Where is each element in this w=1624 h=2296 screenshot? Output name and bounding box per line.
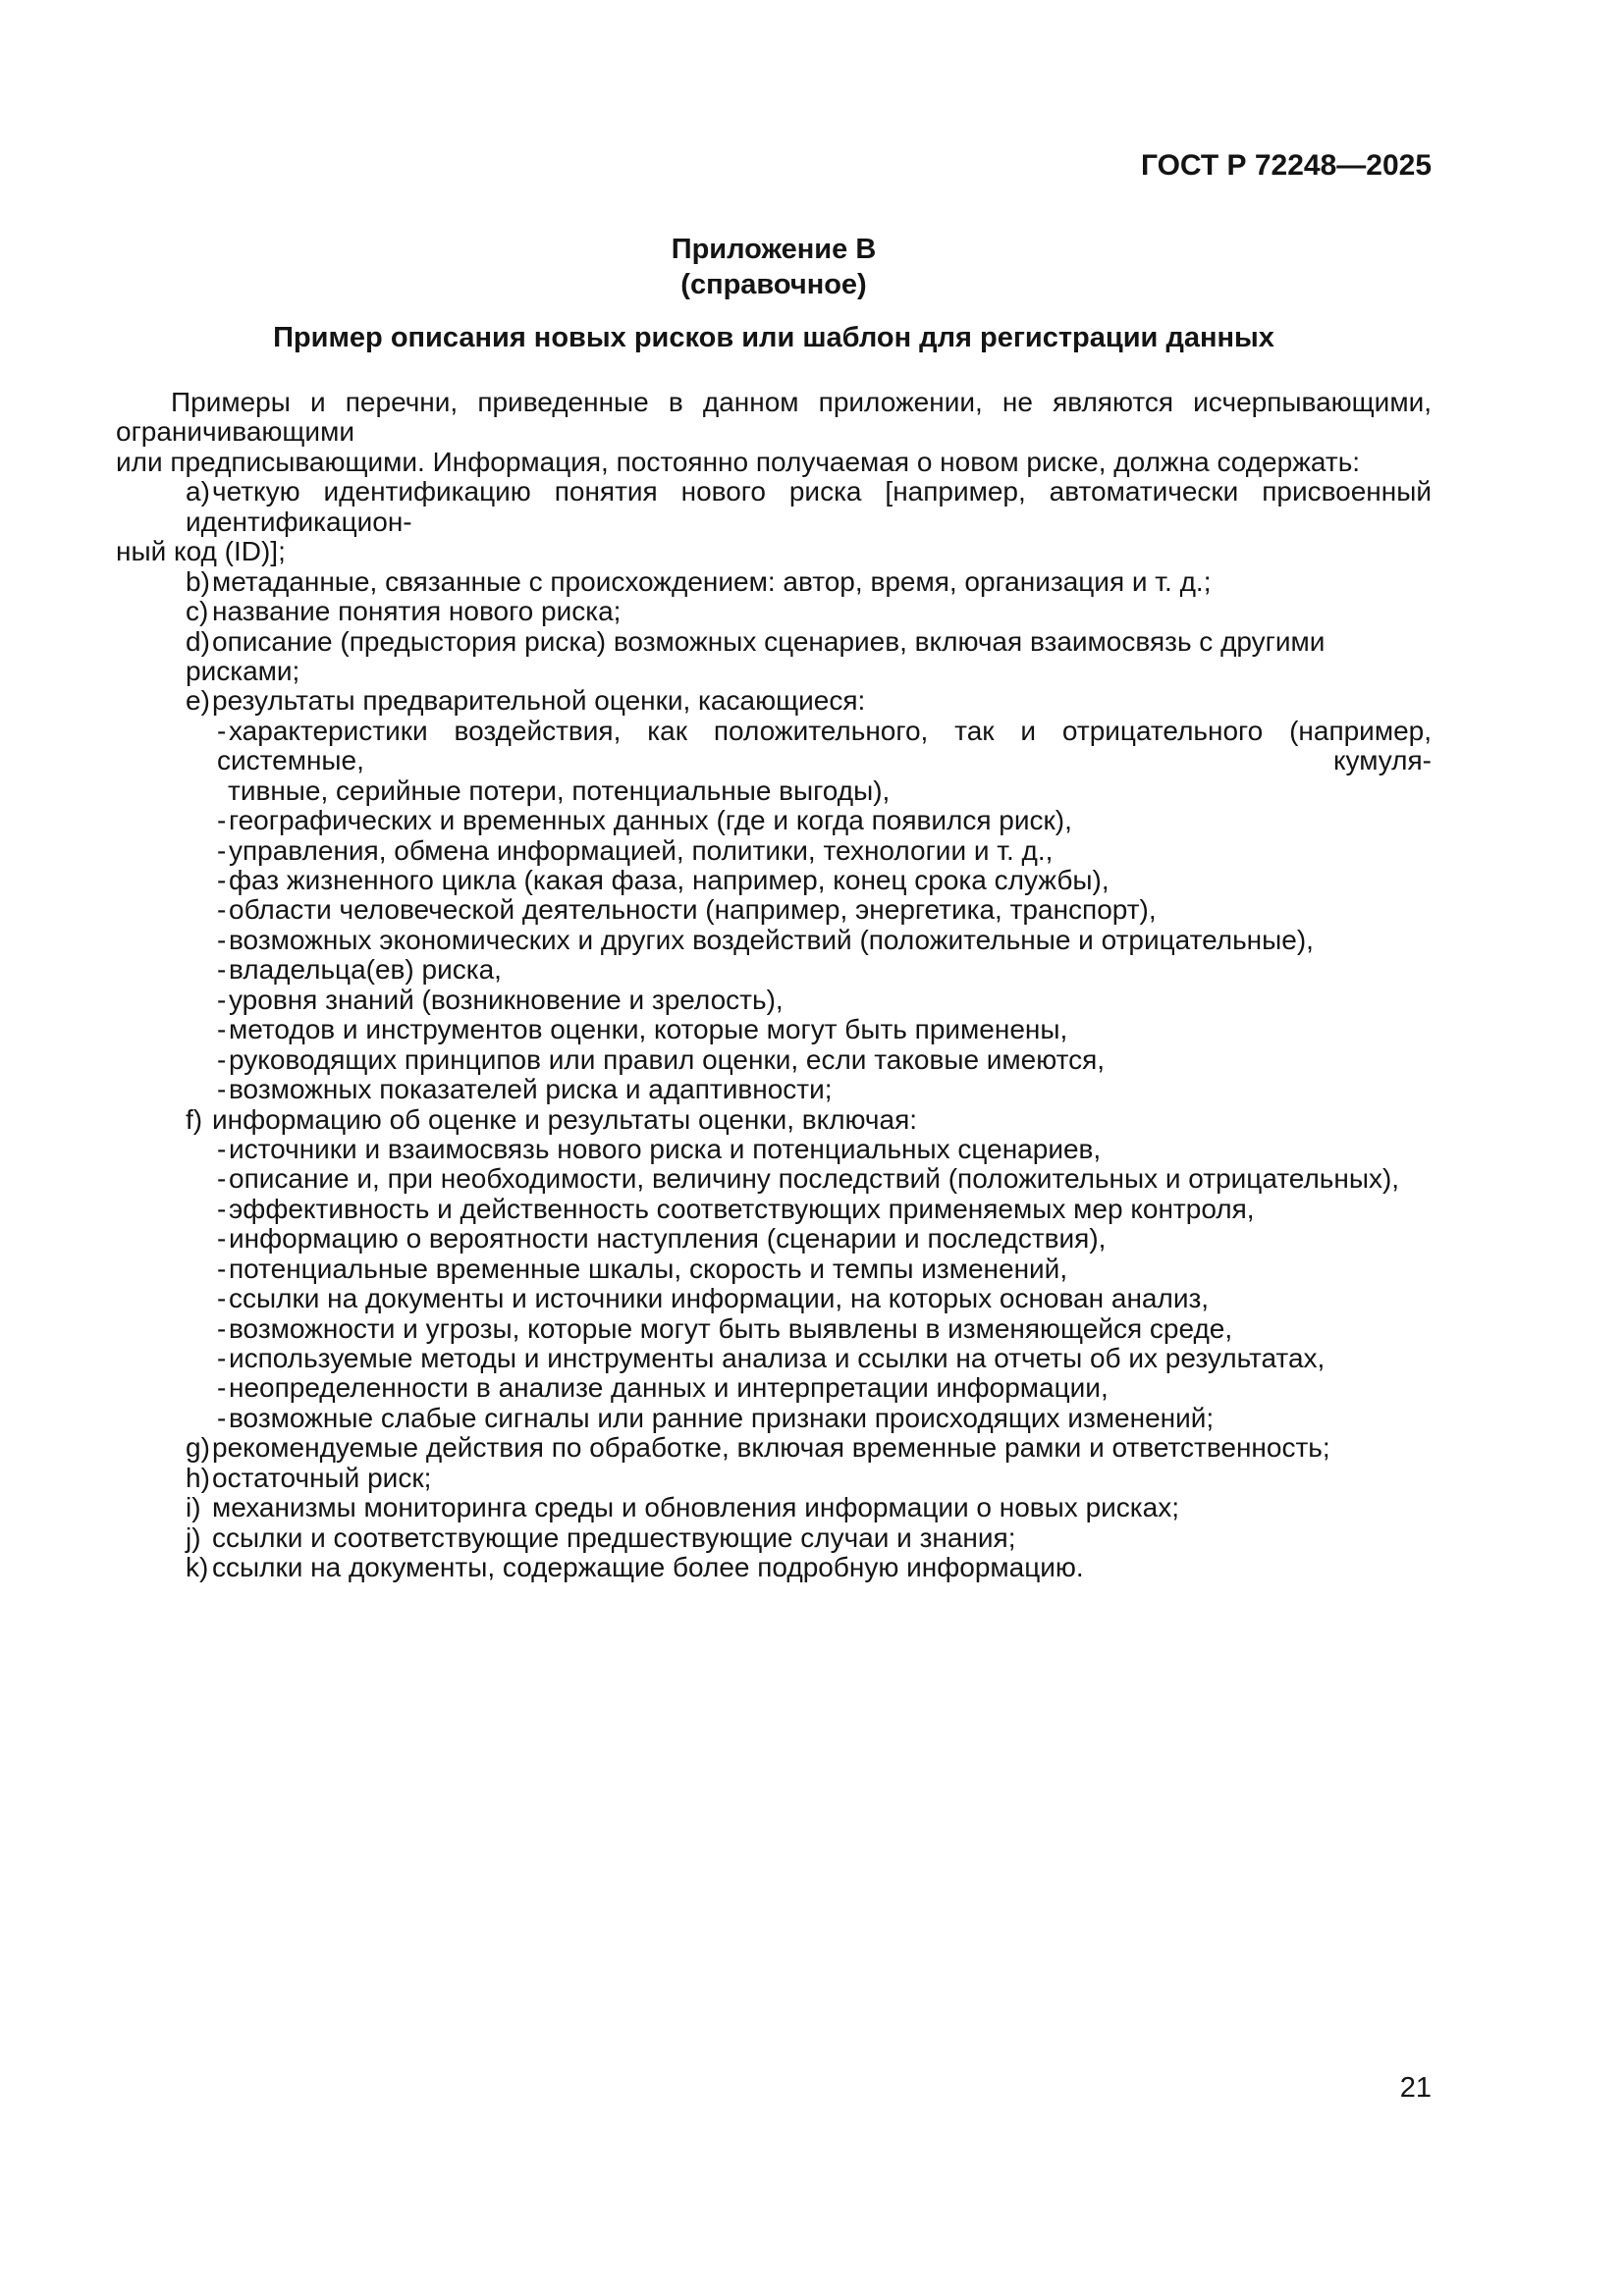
sub-item-line	[217, 1045, 1432, 1075]
line-text: характеристики воздействия, как положительного, так и отрицательного (например, системные, кумуля-	[217, 715, 1432, 776]
letter-marker: j)	[186, 1522, 201, 1553]
dash-marker: -	[217, 1014, 227, 1045]
line-text: описание (предыстория риска) возможных сценариев, включая взаимосвязь с другими рисками;	[186, 625, 1326, 686]
list-item-line	[186, 477, 1432, 537]
list-item-line	[186, 567, 1432, 597]
sub-item-line	[217, 1075, 1432, 1104]
sub-item-line	[217, 955, 1432, 985]
list-item-line	[186, 686, 1432, 716]
line-text: ссылки на документы, содержащие более подробную информацию.	[212, 1552, 1084, 1583]
text-line: тивные, серийные потери, потенциальные выгоды),	[228, 774, 891, 806]
list-item-line	[186, 1433, 1432, 1463]
letter-marker: a)	[186, 476, 210, 507]
dash-marker: -	[217, 715, 227, 746]
dash-marker: -	[217, 1163, 227, 1195]
line-text: четкую идентификацию понятия нового риска [например, автоматически присвоенный идентификацион-	[186, 476, 1432, 537]
dash-marker: -	[217, 984, 227, 1015]
text-line: ный код (ID)];	[116, 536, 286, 567]
appendix-label: Приложение В	[671, 234, 877, 265]
line-text: источники и взаимосвязь нового риска и потенциальных сценариев,	[229, 1133, 1102, 1164]
text-line: Примеры и перечни, приведенные в данном приложении, не являются исчерпывающими, ограничивающими	[116, 387, 1432, 448]
dash-marker: -	[217, 834, 227, 866]
line-text: методов и инструментов оценки, которые могут быть применены,	[229, 1014, 1068, 1045]
line-text: возможных показателей риска и адаптивности;	[229, 1074, 833, 1105]
letter-marker: g)	[186, 1432, 210, 1464]
list-item-line	[186, 1553, 1432, 1582]
dash-marker: -	[217, 805, 227, 836]
body-text	[116, 388, 1432, 1583]
sub-item-line	[217, 895, 1432, 925]
line-text: ссылки и соответствующие предшествующие случаи и знания;	[212, 1522, 1016, 1553]
sub-item-line	[217, 1255, 1432, 1284]
line-text: возможности и угрозы, которые могут быть выявлены в изменяющейся среде,	[229, 1312, 1233, 1344]
dash-marker: -	[217, 1402, 227, 1433]
line-text: механизмы мониторинга среды и обновления информации о новых рисках;	[212, 1492, 1180, 1523]
line-text: неопределенности в анализе данных и интерпретации информации,	[229, 1372, 1109, 1404]
sub-item-line	[217, 1195, 1432, 1224]
letter-marker: b)	[186, 565, 210, 597]
line-text: описание и, при необходимости, величину последствий (положительных и отрицательных),	[229, 1163, 1400, 1195]
dash-marker: -	[217, 865, 227, 895]
sub-item-line	[217, 866, 1432, 895]
sub-item-line	[217, 1314, 1432, 1344]
line-text: управления, обмена информацией, политики, технологии и т. д.,	[229, 834, 1054, 866]
letter-marker: e)	[186, 685, 210, 717]
letter-marker: h)	[186, 1462, 210, 1493]
line-text: эффективность и действенность соответствующих применяемых мер контроля,	[229, 1193, 1255, 1224]
dash-marker: -	[217, 924, 227, 955]
sub-item-line	[217, 1135, 1432, 1164]
line-text: уровня знаний (возникновение и зрелость),	[229, 984, 784, 1015]
letter-marker: f)	[186, 1103, 203, 1135]
list-item-line	[186, 1105, 1432, 1135]
dash-marker: -	[217, 1283, 227, 1314]
standard-code: ГОСТ Р 72248—2025	[1140, 149, 1432, 182]
sub-item-line	[217, 1284, 1432, 1313]
list-item-line	[186, 1493, 1432, 1522]
text-line: или предписывающими. Информация, постоянно получаемая о новом риске, должна содержать:	[116, 446, 1361, 477]
dash-marker: -	[217, 1193, 227, 1224]
list-item-line	[186, 1464, 1432, 1493]
dash-marker: -	[217, 1312, 227, 1344]
line-text: возможных экономических и других воздействий (положительные и отрицательные),	[229, 924, 1314, 955]
dash-marker: -	[217, 1253, 227, 1284]
dash-marker: -	[217, 1074, 227, 1105]
line-text: остаточный риск;	[212, 1462, 432, 1493]
dash-marker: -	[217, 1133, 227, 1164]
line-text: потенциальные временные шкалы, скорость и темпы изменений,	[229, 1253, 1068, 1284]
line-text: возможные слабые сигналы или ранние признаки происходящих изменений;	[229, 1402, 1215, 1433]
letter-marker: i)	[186, 1492, 201, 1523]
letter-marker: d)	[186, 625, 210, 657]
sub-item-line	[217, 806, 1432, 835]
dash-marker: -	[217, 1343, 227, 1373]
line-text: рекомендуемые действия по обработке, включая временные рамки и ответственность;	[212, 1432, 1330, 1464]
letter-marker: k)	[186, 1552, 209, 1583]
list-item-line	[186, 1523, 1432, 1553]
dash-marker: -	[217, 1043, 227, 1075]
line-text: фаз жизненного цикла (какая фаза, например, конец срока службы),	[229, 865, 1110, 895]
list-item-line	[186, 627, 1432, 687]
line-text: название понятия нового риска;	[212, 596, 622, 627]
sub-item-line	[217, 1015, 1432, 1044]
sub-item-line	[217, 1224, 1432, 1254]
sub-item-line	[217, 1164, 1432, 1194]
dash-marker: -	[217, 1223, 227, 1255]
line-text: ссылки на документы и источники информации, на которых основан анализ,	[229, 1283, 1210, 1314]
sub-item-line	[217, 1373, 1432, 1403]
sub-item-line	[217, 926, 1432, 955]
sub-item-line	[217, 1404, 1432, 1433]
line-text: результаты предварительной оценки, касающиеся:	[212, 685, 866, 717]
line-text: информацию об оценке и результаты оценки, включая:	[212, 1103, 918, 1135]
sub-item-line	[217, 836, 1432, 866]
line-text: области человеческой деятельности (например, энергетика, транспорт),	[229, 894, 1157, 926]
line-text: руководящих принципов или правил оценки, если таковые имеются,	[229, 1043, 1106, 1075]
line-text: владельца(ев) риска,	[229, 954, 502, 986]
dash-marker: -	[217, 894, 227, 926]
line-text: информацию о вероятности наступления (сценарии и последствия),	[229, 1223, 1107, 1255]
dash-marker: -	[217, 954, 227, 986]
dash-marker: -	[217, 1372, 227, 1404]
line-text: метаданные, связанные с происхождением: автор, время, организация и т. д.;	[212, 565, 1212, 597]
appendix-title: Пример описания новых рисков или шаблон для регистрации данных	[273, 322, 1274, 353]
line-text: используемые методы и инструменты анализа и ссылки на отчеты об их результатах,	[229, 1343, 1326, 1373]
sub-item-line	[217, 717, 1432, 776]
appendix-note: (справочное)	[680, 269, 867, 300]
letter-marker: c)	[186, 596, 209, 627]
page-number: 21	[1399, 2072, 1432, 2104]
list-item-line	[186, 597, 1432, 626]
sub-item-line	[217, 1344, 1432, 1373]
sub-item-line	[217, 986, 1432, 1015]
line-text: географических и временных данных (где и когда появился риск),	[229, 805, 1072, 836]
